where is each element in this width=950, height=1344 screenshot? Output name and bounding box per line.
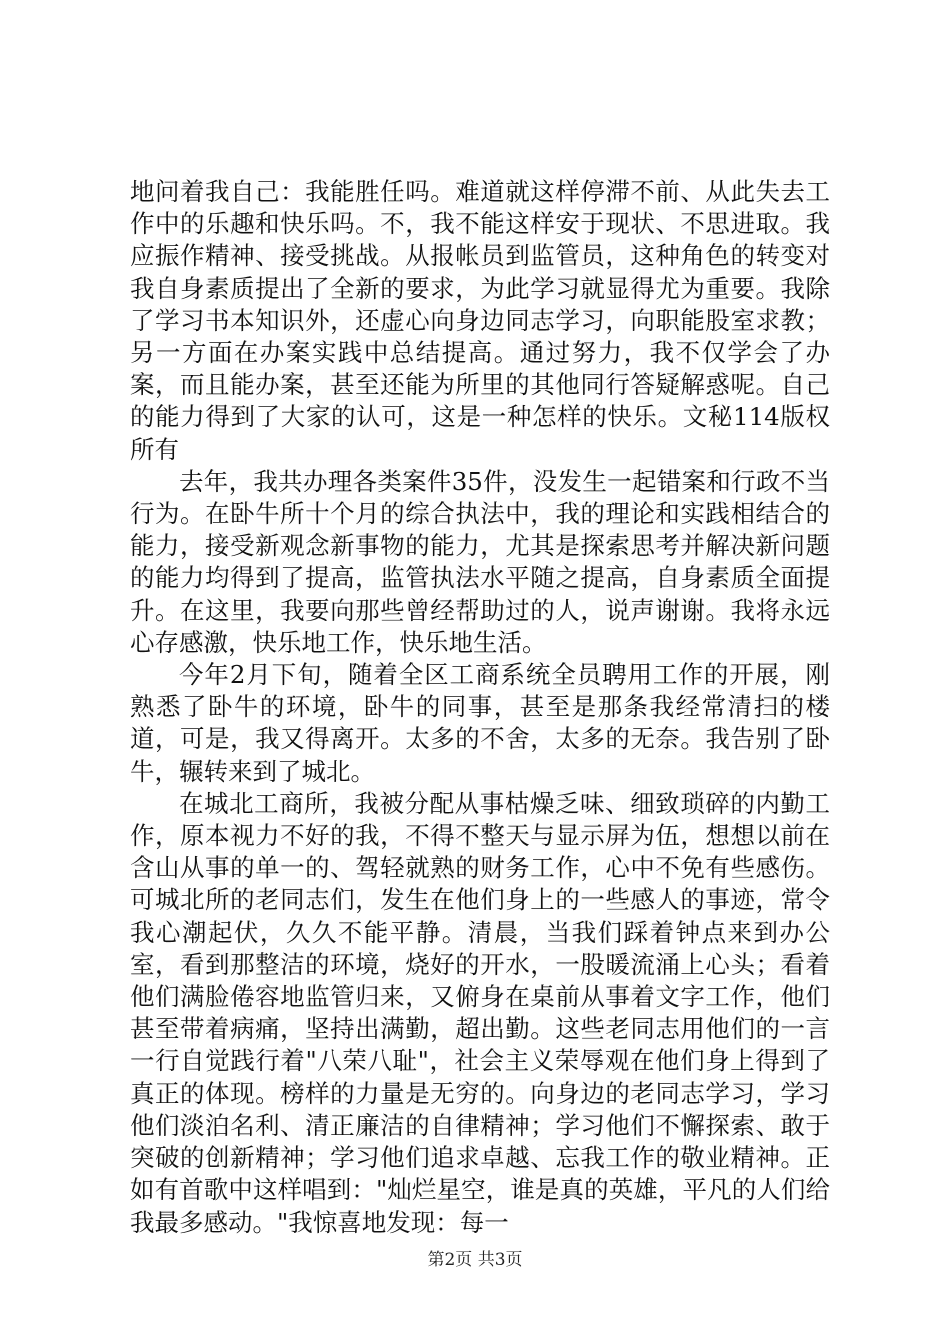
body-text — [130, 176, 830, 1239]
page-footer: 第2页 共3页 — [427, 1250, 523, 1270]
paragraph-2: 去年，我共办理各类案件35件，没发生一起错案和行政不当行为。在卧牛所十个月的综合执法中，我的理论和实践相结合的能力，接受新观念新事物的能力，尤其是探索思考并解决新问题的能力均得到了提高，监管执法水平随之提高，自身素质全面提升。在这里，我要向那些曾经帮助过的人，说声谢谢。我将永远心存感激，快乐地工作，快乐地生活。 — [130, 466, 830, 657]
paragraph-3: 今年2月下旬，随着全区工商系统全员聘用工作的开展，刚熟悉了卧牛的环境，卧牛的同事，甚至是那条我经常清扫的楼道，可是，我又得离开。太多的不舍，太多的无奈。我告别了卧牛，辗转来到了城北。 — [130, 660, 830, 786]
paragraph-4: 在城北工商所，我被分配从事枯燥乏味、细致琐碎的内勤工作，原本视力不好的我，不得不整天与显示屏为伍，想想以前在含山从事的单一的、驾轻就熟的财务工作，心中不免有些感伤。可城北所的老同志们，发生在他们身上的一些感人的事迹，常令我心潮起伏，久久不能平静。清晨，当我们踩着钟点来到办公室，看到那整洁的环境，烧好的开水，一股暖流涌上心头；看着他们满脸倦容地监管归来，又俯身在桌前从事着文字工作，他们甚至带着病痛，坚持出满勤，超出勤。这些老同志用他们的一言一行自觉践行着"八荣八耻"，社会主义荣辱观在他们身上得到了真正的体现。榜样的力量是无穷的。向身边的老同志学习，学习他们淡泊名利、清正廉洁的自律精神；学习他们不懈探索、敢于突破的创新精神；学习他们追求卓越、忘我工作的敬业精神。正如有首歌中这样唱到："灿烂星空，谁是真的英雄，平凡的人们给我最多感动。"我惊喜地发现：每一 — [130, 788, 830, 1237]
paragraph-1: 地问着我自己：我能胜任吗。难道就这样停滞不前、从此失去工作中的乐趣和快乐吗。不，我不能这样安于现状、不思进取。我应振作精神、接受挑战。从报帐员到监管员，这种角色的转变对我自身素质提出了全新的要求，为此学习就显得尤为重要。我除了学习书本知识外，还虚心向身边同志学习，向职能股室求教；另一方面在办案实践中总结提高。通过努力，我不仅学会了办案，而且能办案，甚至还能为所里的其他同行答疑解惑呢。自己的能力得到了大家的认可，这是一种怎样的快乐。文秘114版权所有 — [130, 177, 830, 464]
